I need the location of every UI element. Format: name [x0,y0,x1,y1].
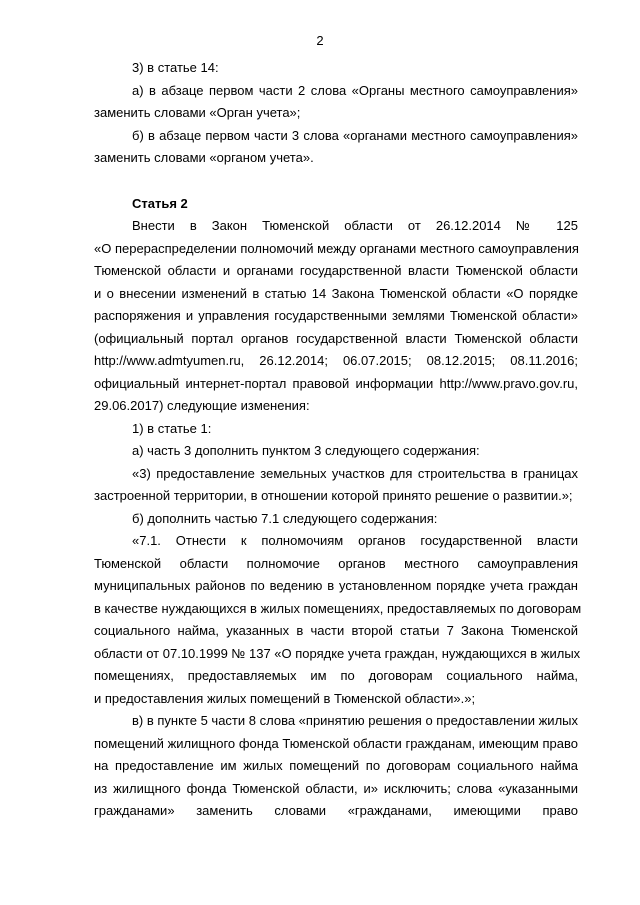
text-line: Тюменской области и органами государственной власти Тюменской области [94,263,578,278]
text-line: «3) предоставление земельных участков для строительства в границах [132,465,578,481]
text-line: в) в пункте 5 части 8 слова «принятию решения о предоставлении жилых [132,713,578,728]
text-line: б) в абзаце первом части 3 слова «органами местного самоуправления» [132,127,578,143]
text-line: Тюменской области полномочие органов местного самоуправления [94,555,578,571]
text-line: в качестве нуждающихся в жилых помещениях, предоставляемых по договорам [94,600,582,616]
text-line: а) часть 3 дополнить пунктом 3 следующего содержания: [132,443,480,458]
article-heading: Статья 2 [132,195,188,211]
text-line: «О перераспределении полномочий между органами местного самоуправления [94,240,579,256]
document-body [94,57,582,823]
text-line: помещений жилищного фонда Тюменской области гражданам, имеющим право [94,735,578,751]
text-line: а) в абзаце первом части 2 слова «Органы местного самоуправления» [132,82,578,98]
text-line: Внести в Закон Тюменской области от 26.12.2014 № 125 [132,218,578,233]
text-line: заменить словами «Орган учета»; [94,105,301,120]
text-line: 3) в статье 14: [132,60,219,75]
text-line: на предоставление им жилых помещений по договорам социального найма [94,758,578,773]
paragraph-gap [94,170,578,193]
text-line: и о внесении изменений в статью 14 Закона Тюменской области «О порядке [94,285,578,301]
text-line: http://www.admtyumen.ru, 26.12.2014; 06.07.2015; 08.12.2015; 08.11.2016; [94,353,578,368]
text-line: б) дополнить частью 7.1 следующего содержания: [132,510,438,526]
text-line: 29.06.2017) следующие изменения: [94,398,310,413]
text-line: (официальный портал органов государственной власти Тюменской области [94,330,578,346]
text-line: помещениях, предоставляемых им по договорам социального найма, [94,668,578,683]
text-line: гражданами» заменить словами «гражданами, имеющими право [94,803,578,818]
text-line: застроенной территории, в отношении которой принято решение о развитии.»; [94,488,573,503]
text-line: и предоставления жилых помещений в Тюменской области».»; [94,690,476,706]
text-line: «7.1. Отнести к полномочиям органов государственной власти [132,533,578,548]
text-line: из жилищного фонда Тюменской области, и» исключить; слова «указанными [94,780,578,796]
text-line: области от 07.10.1999 № 137 «О порядке учета граждан, нуждающихся в жилых [94,645,581,661]
text-line: социального найма, указанных в части второй статьи 7 Закона Тюменской [94,623,578,638]
text-line: официальный интернет-портал правовой информации http://www.pravo.gov.ru, [94,375,578,391]
text-line: 1) в статье 1: [132,420,212,436]
page-number: 2 [316,33,324,48]
text-line: муниципальных районов по ведению в установленном порядке учета граждан [94,578,578,593]
text-line: распоряжения и управления государственными землями Тюменской области» [94,308,578,323]
text-line: заменить словами «органом учета». [94,150,314,165]
